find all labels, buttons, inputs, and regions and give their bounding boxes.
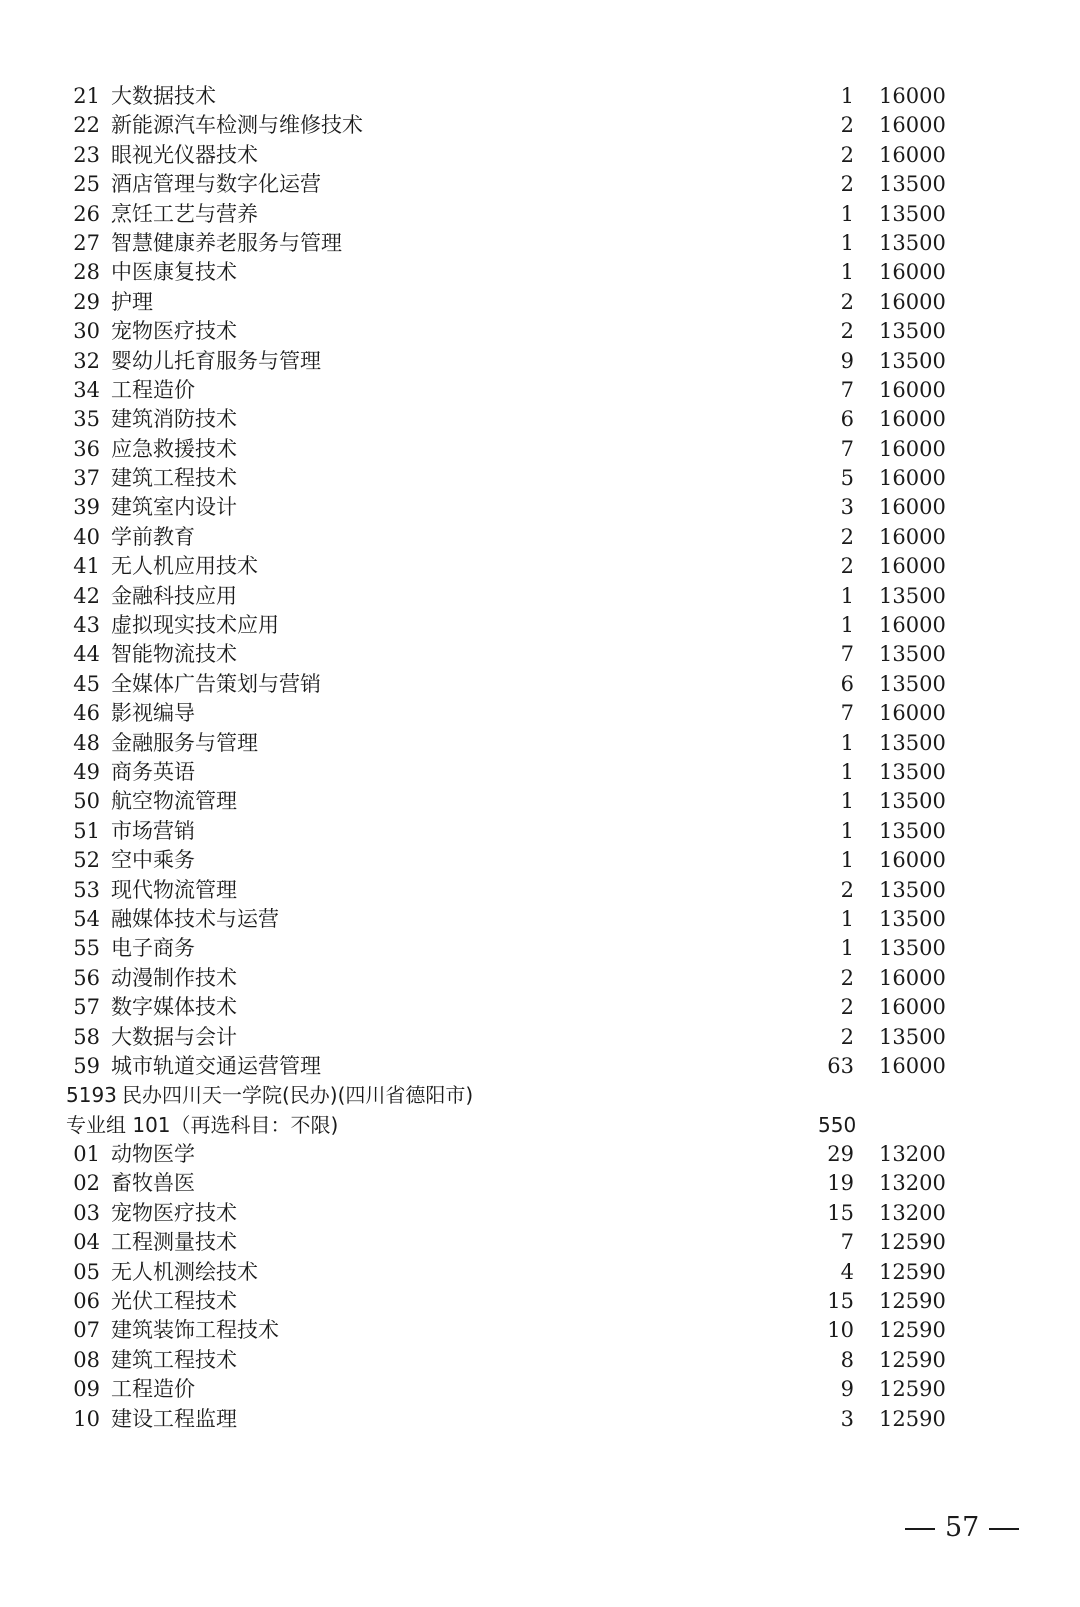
table-row	[0, 582, 1080, 611]
enrollment-count: 1	[840, 230, 854, 255]
program-code: 43	[73, 613, 100, 638]
table-row	[0, 1405, 1080, 1434]
enrollment-count: 7	[840, 701, 854, 726]
program-code: 27	[73, 230, 100, 255]
program-name: 新能源汽车检测与维修技术	[111, 113, 363, 138]
tuition-fee: 13500	[879, 906, 946, 931]
tuition-fee: 12590	[879, 1289, 946, 1314]
program-name: 智能物流技术	[111, 642, 237, 667]
program-name: 全媒体广告策划与营销	[111, 671, 321, 696]
program-name: 市场营销	[111, 818, 195, 843]
program-name: 学前教育	[111, 524, 195, 549]
table-row	[0, 376, 1080, 405]
table-row	[0, 229, 1080, 258]
enrollment-count: 63	[827, 1053, 854, 1078]
program-name: 无人机应用技术	[111, 554, 258, 579]
program-name: 融媒体技术与运营	[111, 906, 279, 931]
program-name: 烹饪工艺与营养	[111, 201, 258, 226]
program-code: 10	[73, 1406, 100, 1431]
program-code: 54	[73, 906, 100, 931]
tuition-fee: 13500	[879, 319, 946, 344]
table-row	[0, 317, 1080, 346]
program-name: 现代物流管理	[111, 877, 237, 902]
enrollment-count: 1	[840, 730, 854, 755]
table-row	[0, 1316, 1080, 1345]
program-name: 护理	[111, 289, 153, 314]
enrollment-count: 8	[840, 1347, 854, 1372]
enrollment-count: 2	[840, 289, 854, 314]
program-code: 35	[73, 407, 100, 432]
program-code: 21	[73, 84, 100, 108]
program-name: 工程造价	[111, 1377, 195, 1402]
enrollment-count: 1	[840, 201, 854, 226]
program-code: 46	[73, 701, 100, 726]
program-name: 婴幼儿托育服务与管理	[111, 348, 321, 373]
tuition-fee: 12590	[879, 1318, 946, 1343]
group-header	[0, 1111, 1080, 1140]
table-row	[0, 464, 1080, 493]
program-code: 51	[73, 818, 100, 843]
table-row	[0, 934, 1080, 963]
tuition-fee: 16000	[879, 407, 946, 432]
program-name: 工程测量技术	[111, 1230, 237, 1255]
enrollment-count: 29	[827, 1142, 854, 1167]
program-code: 58	[73, 1024, 100, 1049]
program-code: 48	[73, 730, 100, 755]
enrollment-count: 7	[840, 1230, 854, 1255]
page-number-value: 57	[945, 1512, 980, 1543]
program-name: 酒店管理与数字化运营	[111, 172, 321, 197]
program-list	[0, 82, 1080, 1081]
tuition-fee: 13200	[879, 1142, 946, 1167]
tuition-fee: 13500	[879, 818, 946, 843]
program-code: 53	[73, 877, 100, 902]
program-name: 建筑消防技术	[111, 407, 237, 432]
program-code: 42	[73, 583, 100, 608]
table-row	[0, 817, 1080, 846]
program-code: 59	[73, 1053, 100, 1078]
table-row	[0, 347, 1080, 376]
tuition-fee: 16000	[879, 377, 946, 402]
enrollment-count: 2	[840, 554, 854, 579]
tuition-fee: 13500	[879, 201, 946, 226]
program-code: 39	[73, 495, 100, 520]
table-row	[0, 288, 1080, 317]
tuition-fee: 16000	[879, 84, 946, 108]
table-row	[0, 111, 1080, 140]
tuition-fee: 13500	[879, 348, 946, 373]
program-name: 建筑室内设计	[111, 495, 237, 520]
table-row	[0, 1287, 1080, 1316]
program-code: 37	[73, 466, 100, 491]
tuition-fee: 16000	[879, 965, 946, 990]
program-name: 宠物医疗技术	[111, 319, 237, 344]
tuition-fee: 13500	[879, 730, 946, 755]
program-code: 25	[73, 172, 100, 197]
enrollment-count: 2	[840, 965, 854, 990]
program-code: 23	[73, 142, 100, 167]
program-name: 应急救援技术	[111, 436, 237, 461]
table-row	[0, 82, 1080, 111]
tuition-fee: 16000	[879, 613, 946, 638]
program-code: 52	[73, 848, 100, 873]
dash-left	[905, 1528, 935, 1530]
tuition-fee: 13500	[879, 936, 946, 961]
tuition-fee: 13500	[879, 642, 946, 667]
program-code: 32	[73, 348, 100, 373]
school-header	[0, 1081, 1080, 1110]
enrollment-count: 2	[840, 1024, 854, 1049]
program-name: 空中乘务	[111, 848, 195, 873]
program-name: 金融科技应用	[111, 583, 237, 608]
program-list	[0, 1140, 1080, 1434]
enrollment-count: 2	[840, 113, 854, 138]
program-name: 大数据技术	[111, 84, 216, 108]
program-code: 22	[73, 113, 100, 138]
enrollment-count: 1	[840, 759, 854, 784]
page	[0, 82, 1080, 1434]
program-name: 虚拟现实技术应用	[111, 613, 279, 638]
table-row	[0, 1346, 1080, 1375]
tuition-fee: 13500	[879, 1024, 946, 1049]
table-row	[0, 1228, 1080, 1257]
tuition-fee: 12590	[879, 1406, 946, 1431]
program-name: 中医康复技术	[111, 260, 237, 285]
table-row	[0, 170, 1080, 199]
group-count: 550	[818, 1112, 857, 1137]
table-row	[0, 611, 1080, 640]
enrollment-count: 9	[840, 1377, 854, 1402]
program-code: 26	[73, 201, 100, 226]
enrollment-count: 1	[840, 936, 854, 961]
enrollment-count: 9	[840, 348, 854, 373]
program-name: 光伏工程技术	[111, 1289, 237, 1314]
table-row	[0, 846, 1080, 875]
table-row	[0, 758, 1080, 787]
tuition-fee: 16000	[879, 436, 946, 461]
table-row	[0, 993, 1080, 1022]
tuition-fee: 13200	[879, 1200, 946, 1225]
table-row	[0, 1199, 1080, 1228]
table-row	[0, 876, 1080, 905]
tuition-fee: 16000	[879, 142, 946, 167]
program-code: 04	[73, 1230, 100, 1255]
enrollment-count: 1	[840, 906, 854, 931]
enrollment-count: 3	[840, 495, 854, 520]
enrollment-count: 2	[840, 319, 854, 344]
program-code: 40	[73, 524, 100, 549]
enrollment-count: 1	[840, 789, 854, 814]
table-row	[0, 699, 1080, 728]
tuition-fee: 13500	[879, 877, 946, 902]
program-name: 数字媒体技术	[111, 995, 237, 1020]
table-row	[0, 1140, 1080, 1169]
tuition-fee: 16000	[879, 848, 946, 873]
table-row	[0, 729, 1080, 758]
program-code: 28	[73, 260, 100, 285]
table-row	[0, 141, 1080, 170]
table-row	[0, 552, 1080, 581]
program-code: 49	[73, 759, 100, 784]
enrollment-count: 1	[840, 583, 854, 608]
enrollment-count: 4	[840, 1259, 854, 1284]
group-label: 专业组 101（再选科目：不限)	[66, 1112, 339, 1137]
program-name: 建筑工程技术	[111, 1347, 237, 1372]
enrollment-count: 7	[840, 377, 854, 402]
tuition-fee: 13500	[879, 172, 946, 197]
tuition-fee: 16000	[879, 466, 946, 491]
program-code: 30	[73, 319, 100, 344]
program-name: 宠物医疗技术	[111, 1200, 237, 1225]
program-name: 智慧健康养老服务与管理	[111, 230, 342, 255]
table-row	[0, 435, 1080, 464]
tuition-fee: 13500	[879, 671, 946, 696]
program-name: 建筑装饰工程技术	[111, 1318, 279, 1343]
tuition-fee: 12590	[879, 1377, 946, 1402]
program-name: 金融服务与管理	[111, 730, 258, 755]
table-row	[0, 1052, 1080, 1081]
table-row	[0, 1375, 1080, 1404]
program-code: 41	[73, 554, 100, 579]
table-row	[0, 1169, 1080, 1198]
tuition-fee: 13200	[879, 1171, 946, 1196]
program-name: 动漫制作技术	[111, 965, 237, 990]
table-row	[0, 964, 1080, 993]
enrollment-count: 19	[827, 1171, 854, 1196]
program-name: 动物医学	[111, 1142, 195, 1167]
table-row	[0, 905, 1080, 934]
enrollment-count: 2	[840, 142, 854, 167]
program-code: 03	[73, 1200, 100, 1225]
program-name: 建设工程监理	[111, 1406, 237, 1431]
tuition-fee: 12590	[879, 1347, 946, 1372]
enrollment-count: 2	[840, 172, 854, 197]
enrollment-count: 6	[840, 407, 854, 432]
tuition-fee: 16000	[879, 701, 946, 726]
program-code: 01	[73, 1142, 100, 1167]
page-number	[895, 1512, 1029, 1543]
program-name: 电子商务	[111, 936, 195, 961]
program-code: 56	[73, 965, 100, 990]
tuition-fee: 13500	[879, 789, 946, 814]
program-name: 畜牧兽医	[111, 1171, 195, 1196]
program-code: 36	[73, 436, 100, 461]
enrollment-count: 2	[840, 877, 854, 902]
enrollment-count: 1	[840, 84, 854, 108]
enrollment-count: 1	[840, 613, 854, 638]
program-name: 航空物流管理	[111, 789, 237, 814]
tuition-fee: 16000	[879, 260, 946, 285]
tuition-fee: 16000	[879, 554, 946, 579]
tuition-fee: 12590	[879, 1230, 946, 1255]
tuition-fee: 16000	[879, 113, 946, 138]
enrollment-count: 6	[840, 671, 854, 696]
tuition-fee: 13500	[879, 583, 946, 608]
enrollment-count: 10	[827, 1318, 854, 1343]
program-code: 29	[73, 289, 100, 314]
program-name: 商务英语	[111, 759, 195, 784]
program-name: 眼视光仪器技术	[111, 142, 258, 167]
enrollment-count: 1	[840, 818, 854, 843]
enrollment-count: 1	[840, 848, 854, 873]
program-code: 57	[73, 995, 100, 1020]
enrollment-count: 2	[840, 995, 854, 1020]
program-code: 34	[73, 377, 100, 402]
program-name: 工程造价	[111, 377, 195, 402]
program-code: 07	[73, 1318, 100, 1343]
tuition-fee: 12590	[879, 1259, 946, 1284]
program-code: 09	[73, 1377, 100, 1402]
program-code: 08	[73, 1347, 100, 1372]
tuition-fee: 16000	[879, 995, 946, 1020]
enrollment-count: 1	[840, 260, 854, 285]
tuition-fee: 13500	[879, 759, 946, 784]
enrollment-count: 15	[827, 1200, 854, 1225]
enrollment-count: 7	[840, 642, 854, 667]
dash-right	[989, 1528, 1019, 1530]
tuition-fee: 16000	[879, 495, 946, 520]
table-row	[0, 200, 1080, 229]
program-name: 无人机测绘技术	[111, 1259, 258, 1284]
enrollment-count: 2	[840, 524, 854, 549]
enrollment-count: 5	[840, 466, 854, 491]
school-name: 民办四川天一学院(民办)(四川省德阳市)	[122, 1083, 474, 1108]
school-code: 5193	[66, 1083, 117, 1108]
table-row	[0, 493, 1080, 522]
program-name: 城市轨道交通运营管理	[111, 1053, 321, 1078]
table-row	[0, 405, 1080, 434]
program-code: 06	[73, 1289, 100, 1314]
table-row	[0, 1258, 1080, 1287]
table-row	[0, 523, 1080, 552]
program-code: 05	[73, 1259, 100, 1284]
tuition-fee: 16000	[879, 289, 946, 314]
table-row	[0, 1023, 1080, 1052]
program-code: 55	[73, 936, 100, 961]
program-name: 影视编导	[111, 701, 195, 726]
tuition-fee: 16000	[879, 524, 946, 549]
tuition-fee: 16000	[879, 1053, 946, 1078]
enrollment-count: 3	[840, 1406, 854, 1431]
program-code: 45	[73, 671, 100, 696]
program-code: 50	[73, 789, 100, 814]
program-name: 大数据与会计	[111, 1024, 237, 1049]
tuition-fee: 13500	[879, 230, 946, 255]
enrollment-count: 7	[840, 436, 854, 461]
program-code: 02	[73, 1171, 100, 1196]
program-code: 44	[73, 642, 100, 667]
table-row	[0, 258, 1080, 287]
table-row	[0, 670, 1080, 699]
enrollment-count: 15	[827, 1289, 854, 1314]
table-row	[0, 787, 1080, 816]
program-name: 建筑工程技术	[111, 466, 237, 491]
table-row	[0, 640, 1080, 669]
